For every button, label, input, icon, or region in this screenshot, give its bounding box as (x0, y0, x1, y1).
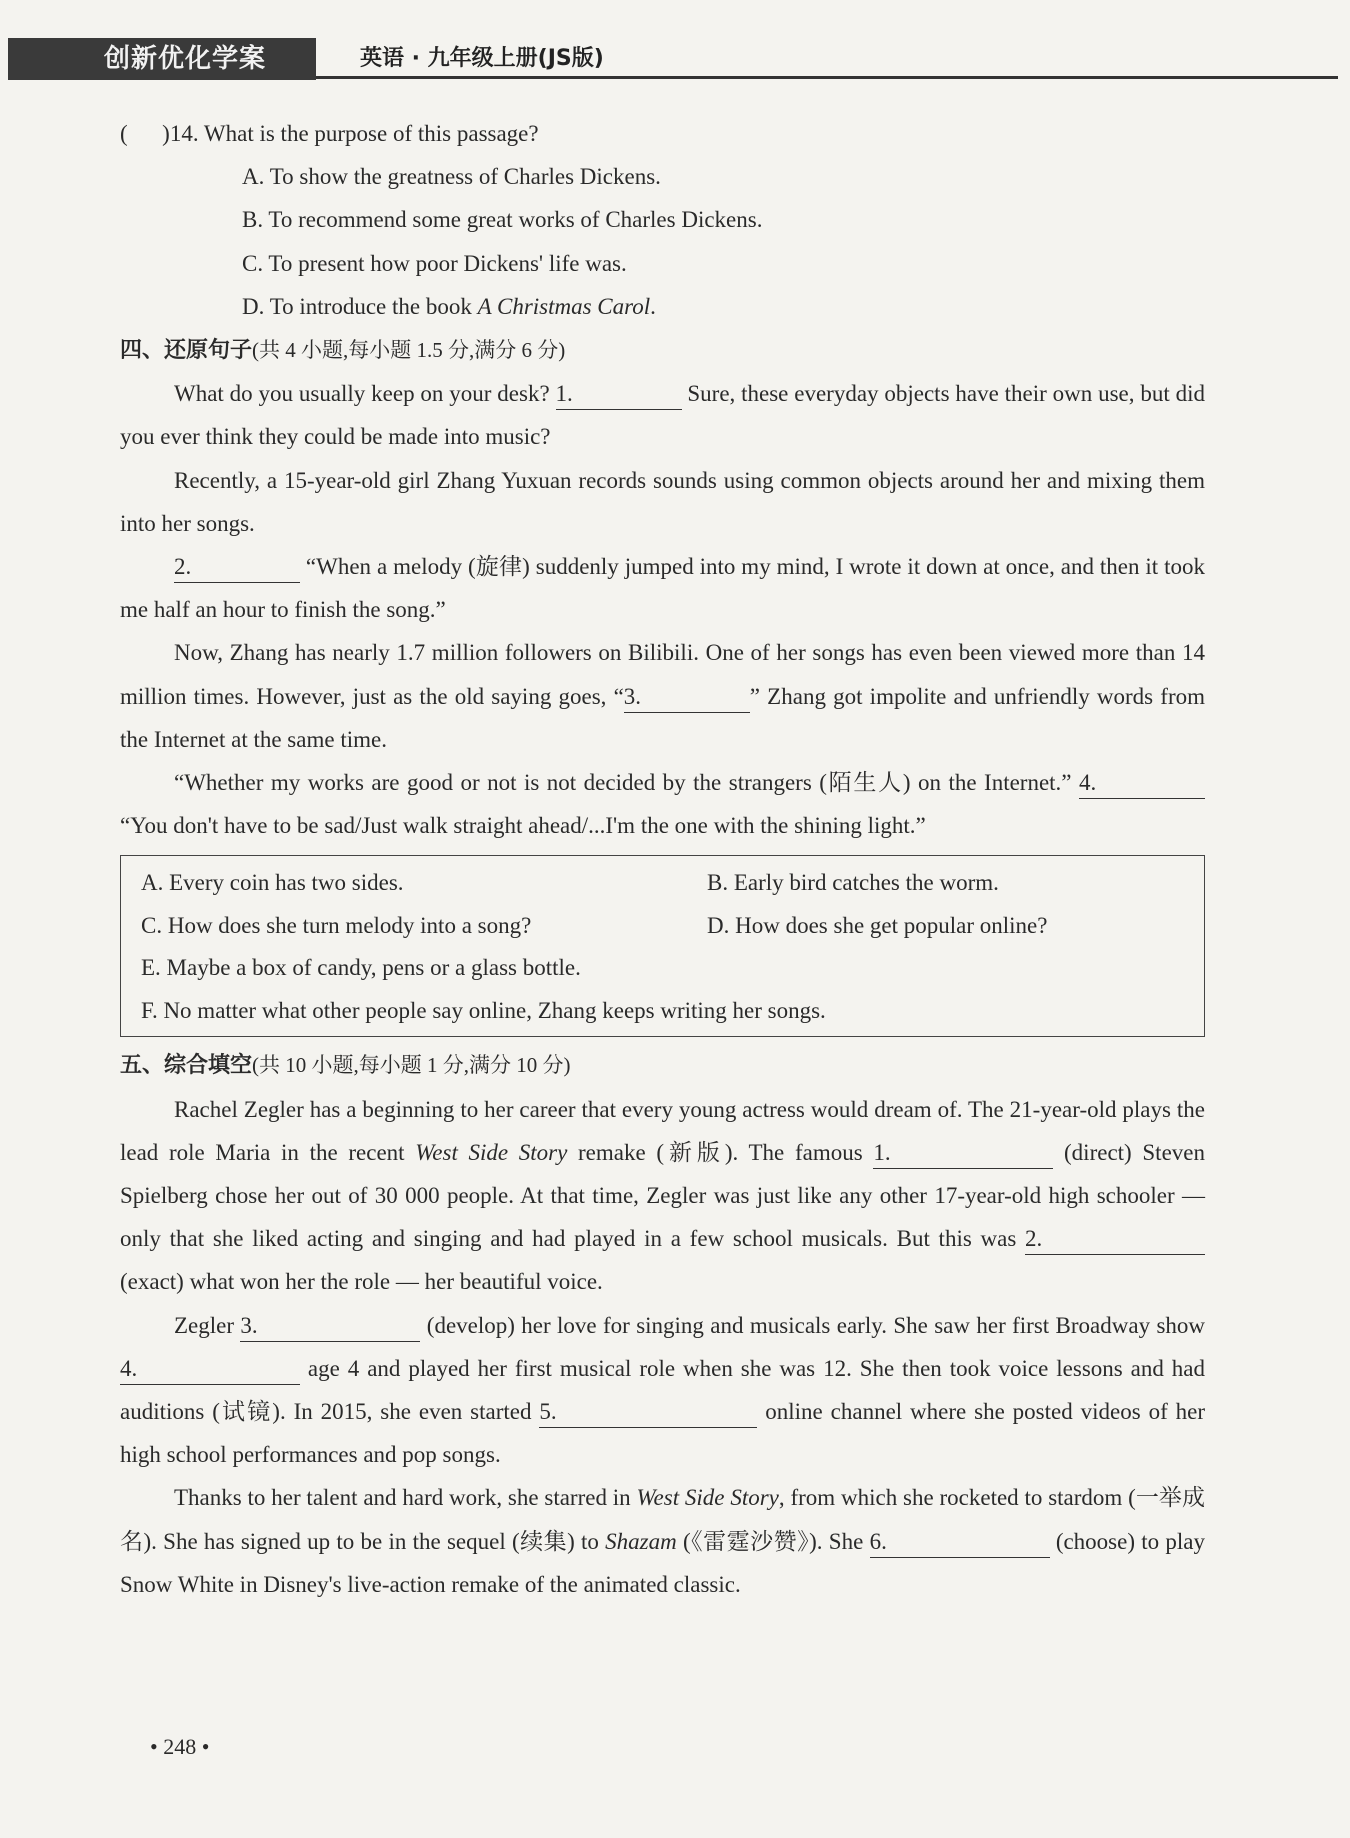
section-4-paragraph-2: Recently, a 15-year-old girl Zhang Yuxuan records sounds using common objects around her and mixing them into her songs. (120, 467, 1205, 536)
book-title: 英语 · 九年级上册(JS版) (360, 46, 604, 71)
answer-blank-1[interactable]: 1. (556, 379, 682, 410)
section-5-paragraph-2 (120, 1304, 1205, 1477)
fill-blank-3[interactable]: 3. (240, 1311, 420, 1342)
fill-blank-2[interactable]: 2. (1025, 1224, 1205, 1255)
option-e: E. Maybe a box of candy, pens or a glass bottle. (141, 955, 581, 981)
header-rule (316, 76, 1338, 79)
text: “When a melody (旋律) suddenly jumped into my mind, I wrote it down at once, and then it took me half an hour to finish the song.” (120, 554, 1205, 623)
section-5-title: 五、综合填空 (120, 1053, 253, 1079)
movie-title: West Side Story (415, 1139, 568, 1165)
fill-blank-1[interactable]: 1. (873, 1138, 1053, 1169)
text: (exact) what won her the role — her beautiful voice. (120, 1269, 603, 1295)
section-4-paragraph-5 (120, 761, 1205, 847)
text: (develop) her love for singing and musicals early. She saw her first Broadway show (420, 1312, 1206, 1338)
text: remake (新版). The famous (567, 1139, 874, 1165)
section-5-paragraph-3 (120, 1476, 1205, 1606)
option-d-prefix: D. To introduce the book (242, 293, 478, 319)
section-5-note: (共 10 小题,每小题 1 分,满分 10 分) (252, 1053, 571, 1078)
text: Zegler (174, 1312, 241, 1338)
fill-blank-5[interactable]: 5. (539, 1397, 757, 1428)
page-content (120, 112, 1205, 1606)
question-14-option-c: C. To present how poor Dickens' life was. (242, 250, 627, 276)
book-name: A Christmas Carol (477, 293, 651, 319)
text: Thanks to her talent and hard work, she starred in (174, 1485, 637, 1511)
text: (choose) to play Snow White in Disney's live-action remake of the animated classic. (120, 1528, 1205, 1597)
text: , from which she rocketed to stardom (一举成名). She has signed up to be in the sequel (续集) to (120, 1485, 1205, 1554)
section-5-paragraph-1 (120, 1088, 1205, 1304)
question-14-option-a: A. To show the greatness of Charles Dickens. (242, 164, 661, 190)
fill-blank-4[interactable]: 4. (120, 1354, 300, 1385)
question-14-stem: ( )14. What is the purpose of this passage? (120, 121, 539, 146)
answer-blank-2[interactable]: 2. (174, 552, 300, 583)
text: “You don't have to be sad/Just walk straight ahead/...I'm the one with the shining light.” (120, 813, 926, 839)
text: age 4 and played her first musical role when she was 12. She then took voice lessons and had auditions (试镜). In 2015, she even started (120, 1355, 1205, 1425)
section-4-paragraph-4 (120, 631, 1205, 761)
options-box (120, 855, 1205, 1037)
option-a: A. Every coin has two sides. (141, 870, 404, 896)
page-number: • 248 • (150, 1734, 210, 1759)
options-row-2 (141, 905, 1188, 948)
section-4-heading (120, 328, 1205, 372)
options-row-1 (141, 862, 1188, 905)
text: online channel where she posted videos of her high school performances and pop songs. (120, 1399, 1205, 1468)
movie-title: West Side Story (636, 1485, 779, 1511)
option-f: F. No matter what other people say online, Zhang keeps writing her songs. (141, 997, 826, 1023)
question-14-option-b: B. To recommend some great works of Charles Dickens. (242, 207, 763, 233)
page-header (8, 38, 1338, 82)
text: ” Zhang got impolite and unfriendly words from the Internet at the same time. (120, 683, 1205, 752)
option-c: C. How does she turn melody into a song? (141, 912, 532, 938)
question-14-option-d (120, 285, 1205, 328)
text: Rachel Zegler has a beginning to her career that every young actress would dream of. The 21-year-old plays the lead role Maria in the recent (120, 1096, 1205, 1165)
answer-blank-3[interactable]: 3. (624, 682, 750, 713)
option-d: D. How does she get popular online? (707, 912, 1048, 938)
option-d-suffix: . (650, 293, 656, 319)
section-4-title: 四、还原句子 (120, 338, 253, 364)
section-4-paragraph-1 (120, 372, 1205, 458)
answer-blank-4[interactable]: 4. (1079, 768, 1205, 799)
text: (direct) Steven Spielberg chose her out of 30 000 people. At that time, Zegler was just like any other 17-year-old high schooler — only that she liked acting and singing and had played in a few school musicals. But this was (120, 1139, 1205, 1252)
section-4-paragraph-3 (120, 545, 1205, 631)
fill-blank-6[interactable]: 6. (870, 1527, 1050, 1558)
section-4-note: (共 4 小题,每小题 1.5 分,满分 6 分) (252, 338, 566, 363)
text: “Whether my works are good or not is not decided by the strangers (陌生人) on the Internet.” (174, 770, 1079, 796)
text: Sure, these everyday objects have their own use, but did you ever think they could be made into music? (120, 381, 1205, 450)
brand-banner: 创新优化学案 (8, 38, 316, 80)
text: Now, Zhang has nearly 1.7 million followers on Bilibili. One of her songs has even been viewed more than 14 million times. However, just as the old saying goes, “ (120, 640, 1205, 709)
option-b: B. Early bird catches the worm. (707, 870, 999, 896)
text: (《雷霆沙赞》). She (676, 1528, 870, 1554)
movie-title: Shazam (605, 1528, 677, 1554)
text: What do you usually keep on your desk? (174, 381, 556, 407)
section-5-heading (120, 1043, 1205, 1087)
